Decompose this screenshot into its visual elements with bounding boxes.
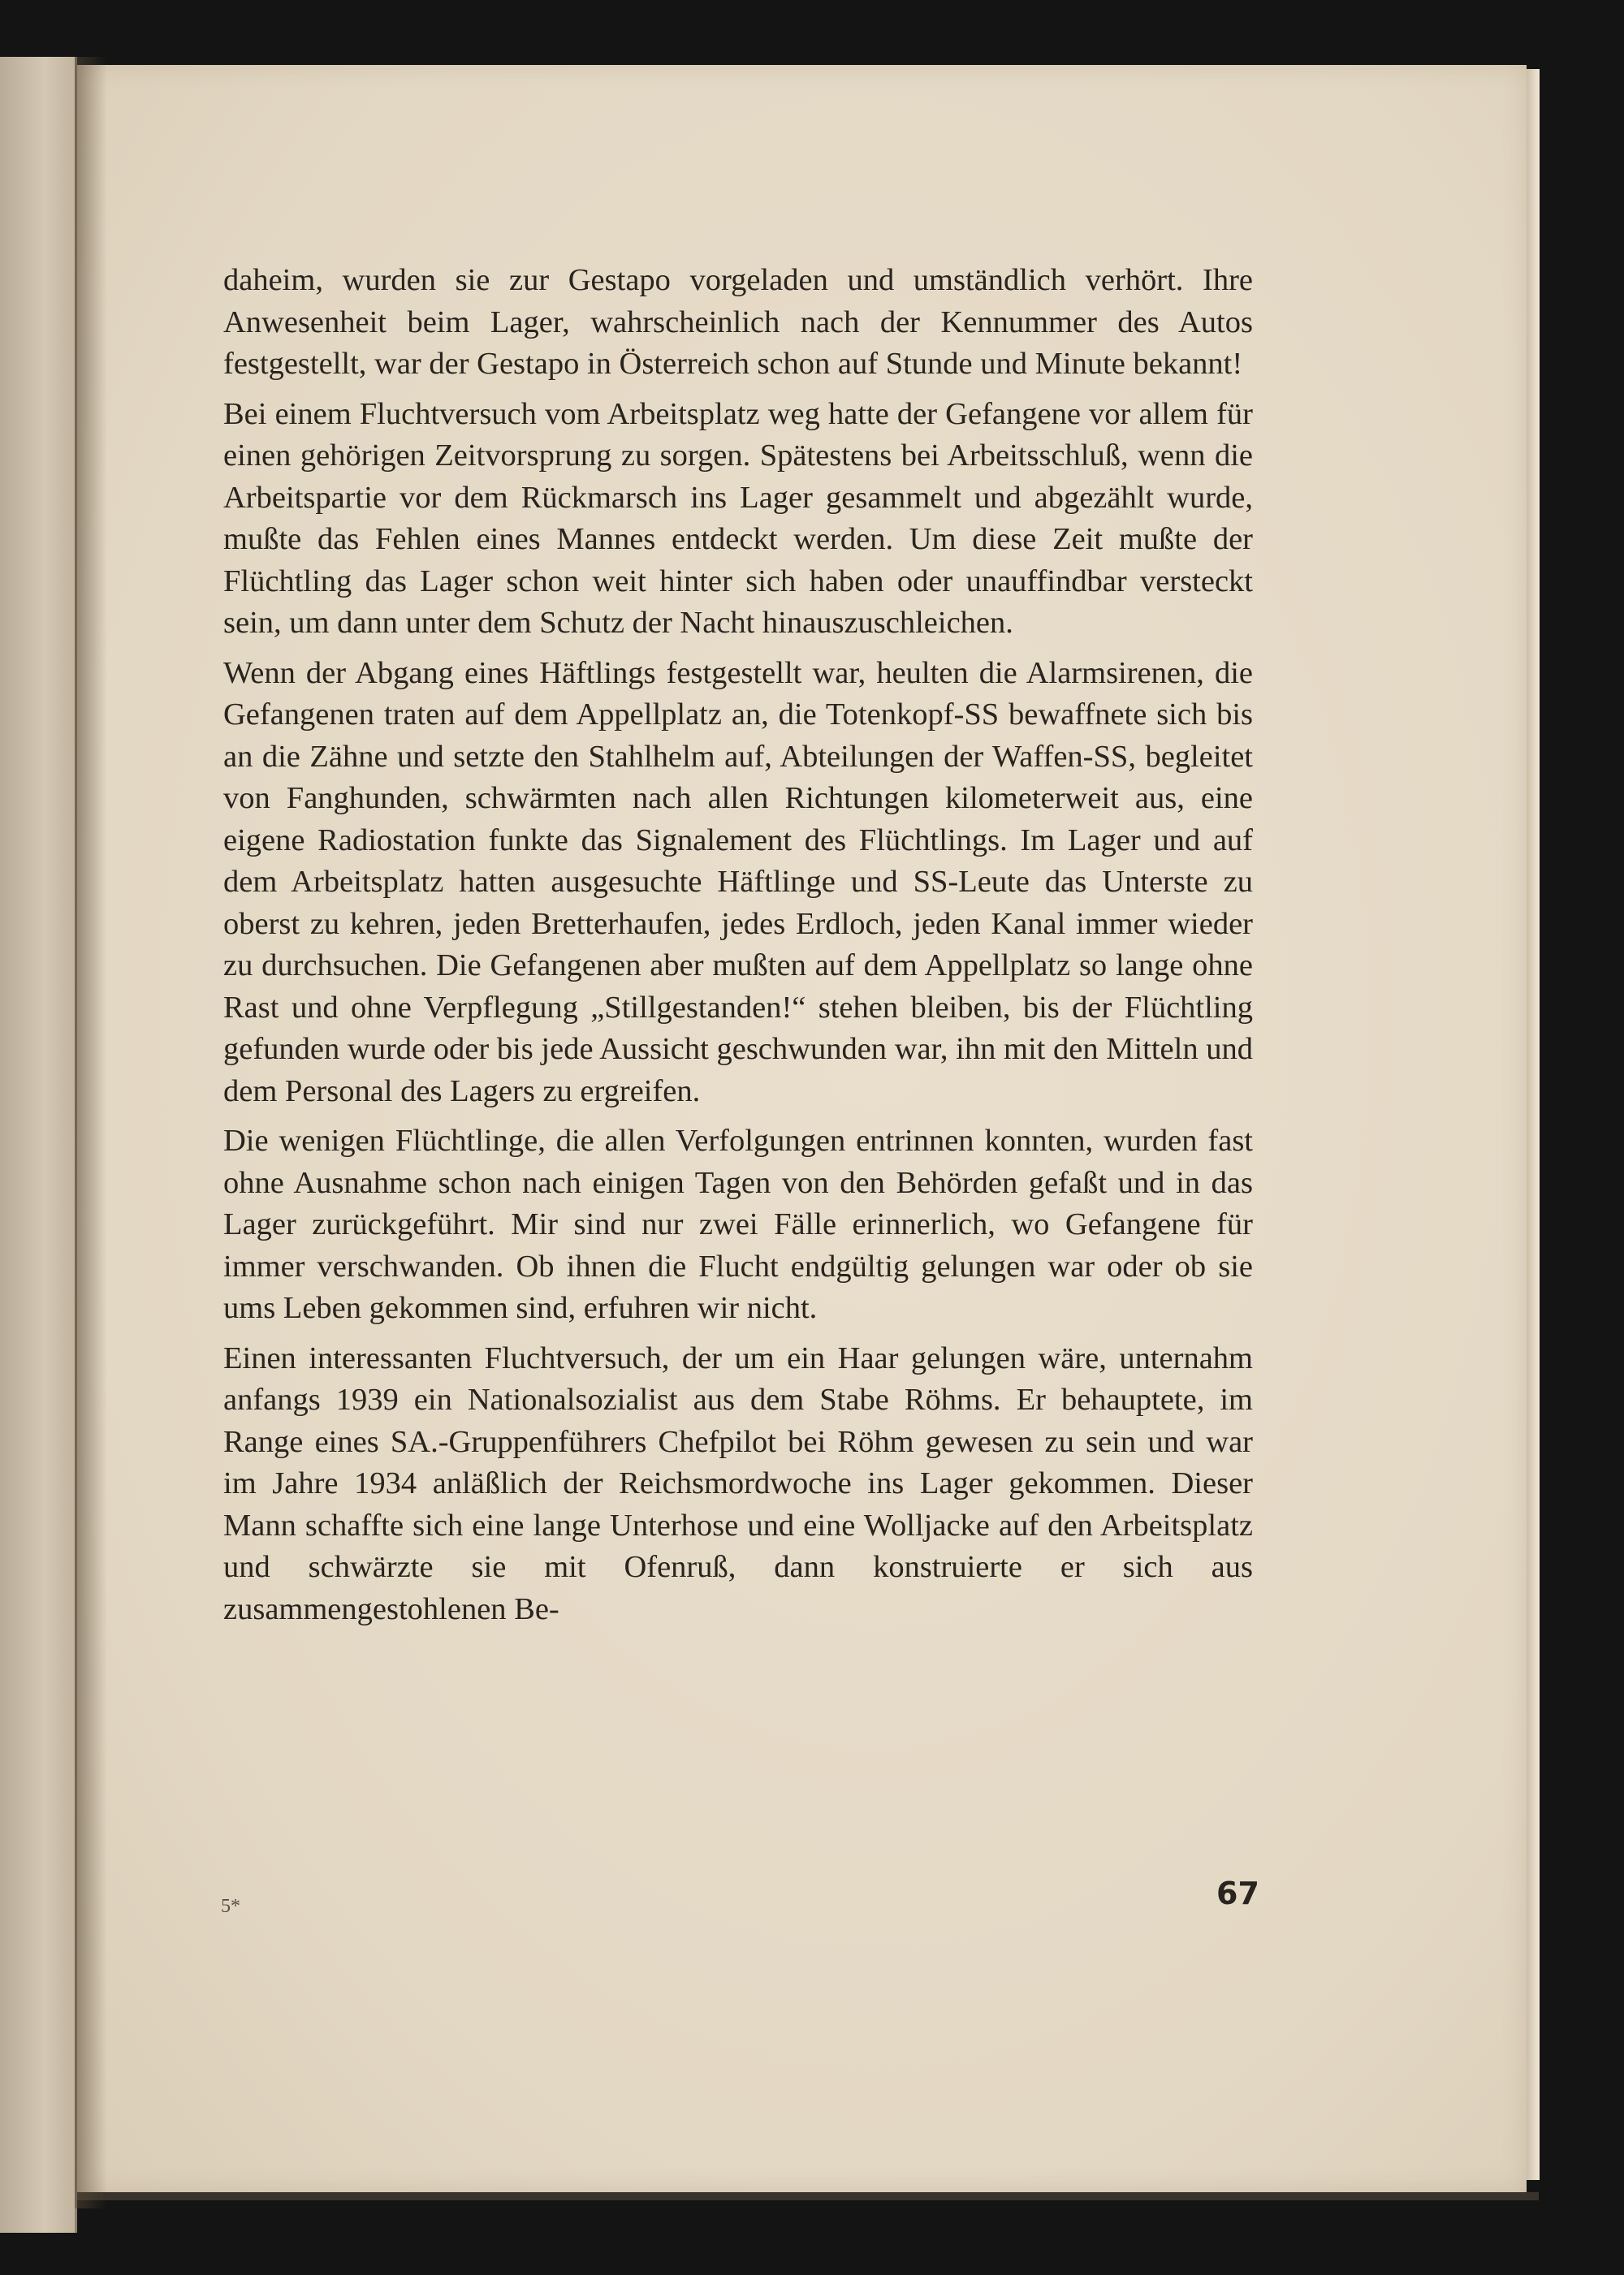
paragraph: Bei einem Fluchtversuch vom Arbeitsplatz weg hatte der Gefangene vor allem für einen gehörigen Zeitvorsprung zu sorgen. Spätestens bei Arbeitsschluß, wenn die Arbeitspartie vor dem Rückmarsch ins Lager gesammelt und abgezählt wurde, mußte das Fehlen eines Mannes entdeckt werden. Um diese Zeit mußte der Flüchtling das Lager schon weit hinter sich haben oder unauffindbar versteckt sein, um dann unter dem Schutz der Nacht hinauszuschleichen. [223,396,1253,640]
paragraph: daheim, wurden sie zur Gestapo vorgeladen und umständlich verhört. Ihre Anwesenheit beim Lager, wahrscheinlich nach der Kennummer des Autos festgestellt, war der Gestapo in Österreich schon auf Stunde und Minute bekannt! [223,263,1253,381]
previous-page-edge [0,57,77,2233]
page-bottom-edge [77,2192,1539,2200]
page-edge-right [1527,69,1540,2180]
gutter-shadow [75,57,107,2208]
paragraph: Die wenigen Flüchtlinge, die allen Verfolgungen entrinnen konnten, wurden fast ohne Ausnahme schon nach einigen Tagen von den Behörden gefaßt und in das Lager zurückgeführt. Mir sind nur zwei Fälle erinnerlich, wo Gefangene für immer verschwanden. Ob ihnen die Flucht endgültig gelungen war oder ob sie ums Leben gekommen sind, erfuhren wir nicht. [223,1124,1253,1325]
signature-mark: 5* [221,1896,240,1917]
paragraph: Wenn der Abgang eines Häftlings festgestellt war, heulten die Alarmsirenen, die Gefangenen traten auf dem Appellplatz an, die Totenkopf-SS bewaffnete sich bis an die Zähne und setzte den Stahlhelm auf, Abteilungen der Waffen-SS, begleitet von Fanghunden, schwärmten nach allen Richtungen kilometerweit aus, eine eigene Radiostation funkte das Signalement des Flüchtlings. Im Lager und auf dem Arbeitsplatz hatten ausgesuchte Häftlinge und SS-Leute das Unterste zu oberst zu kehren, jeden Bretterhaufen, jedes Erdloch, jeden Kanal immer wieder zu durchsuchen. Die Gefangenen aber mußten auf dem Appellplatz so lange ohne Rast und ohne Verpflegung „Stillgestanden!“ stehen bleiben, bis der Flüchtling gefunden wurde oder bis jede Aussicht geschwunden war, ihn mit den Mitteln und dem Personal des Lagers zu ergreifen. [223,655,1253,1108]
page-number: 67 [1216,1876,1259,1911]
paragraph: Einen interessanten Fluchtversuch, der um ein Haar gelungen wäre, unternahm anfangs 1939 ein Nationalsozialist aus dem Stabe Röhms. Er behauptete, im Range eines SA.-Gruppenführers Chefpilot bei Röhm gewesen zu sein und war im Jahre 1934 anläßlich der Reichsmordwoche ins Lager gekommen. Dieser Mann schaffte sich eine lange Unterhose und eine Wolljacke auf den Arbeitsplatz und schwärzte sie mit Ofenruß, dann konstruierte er sich aus zusammengestohlenen Be- [223,1340,1253,1626]
body-text [223,260,1253,1638]
